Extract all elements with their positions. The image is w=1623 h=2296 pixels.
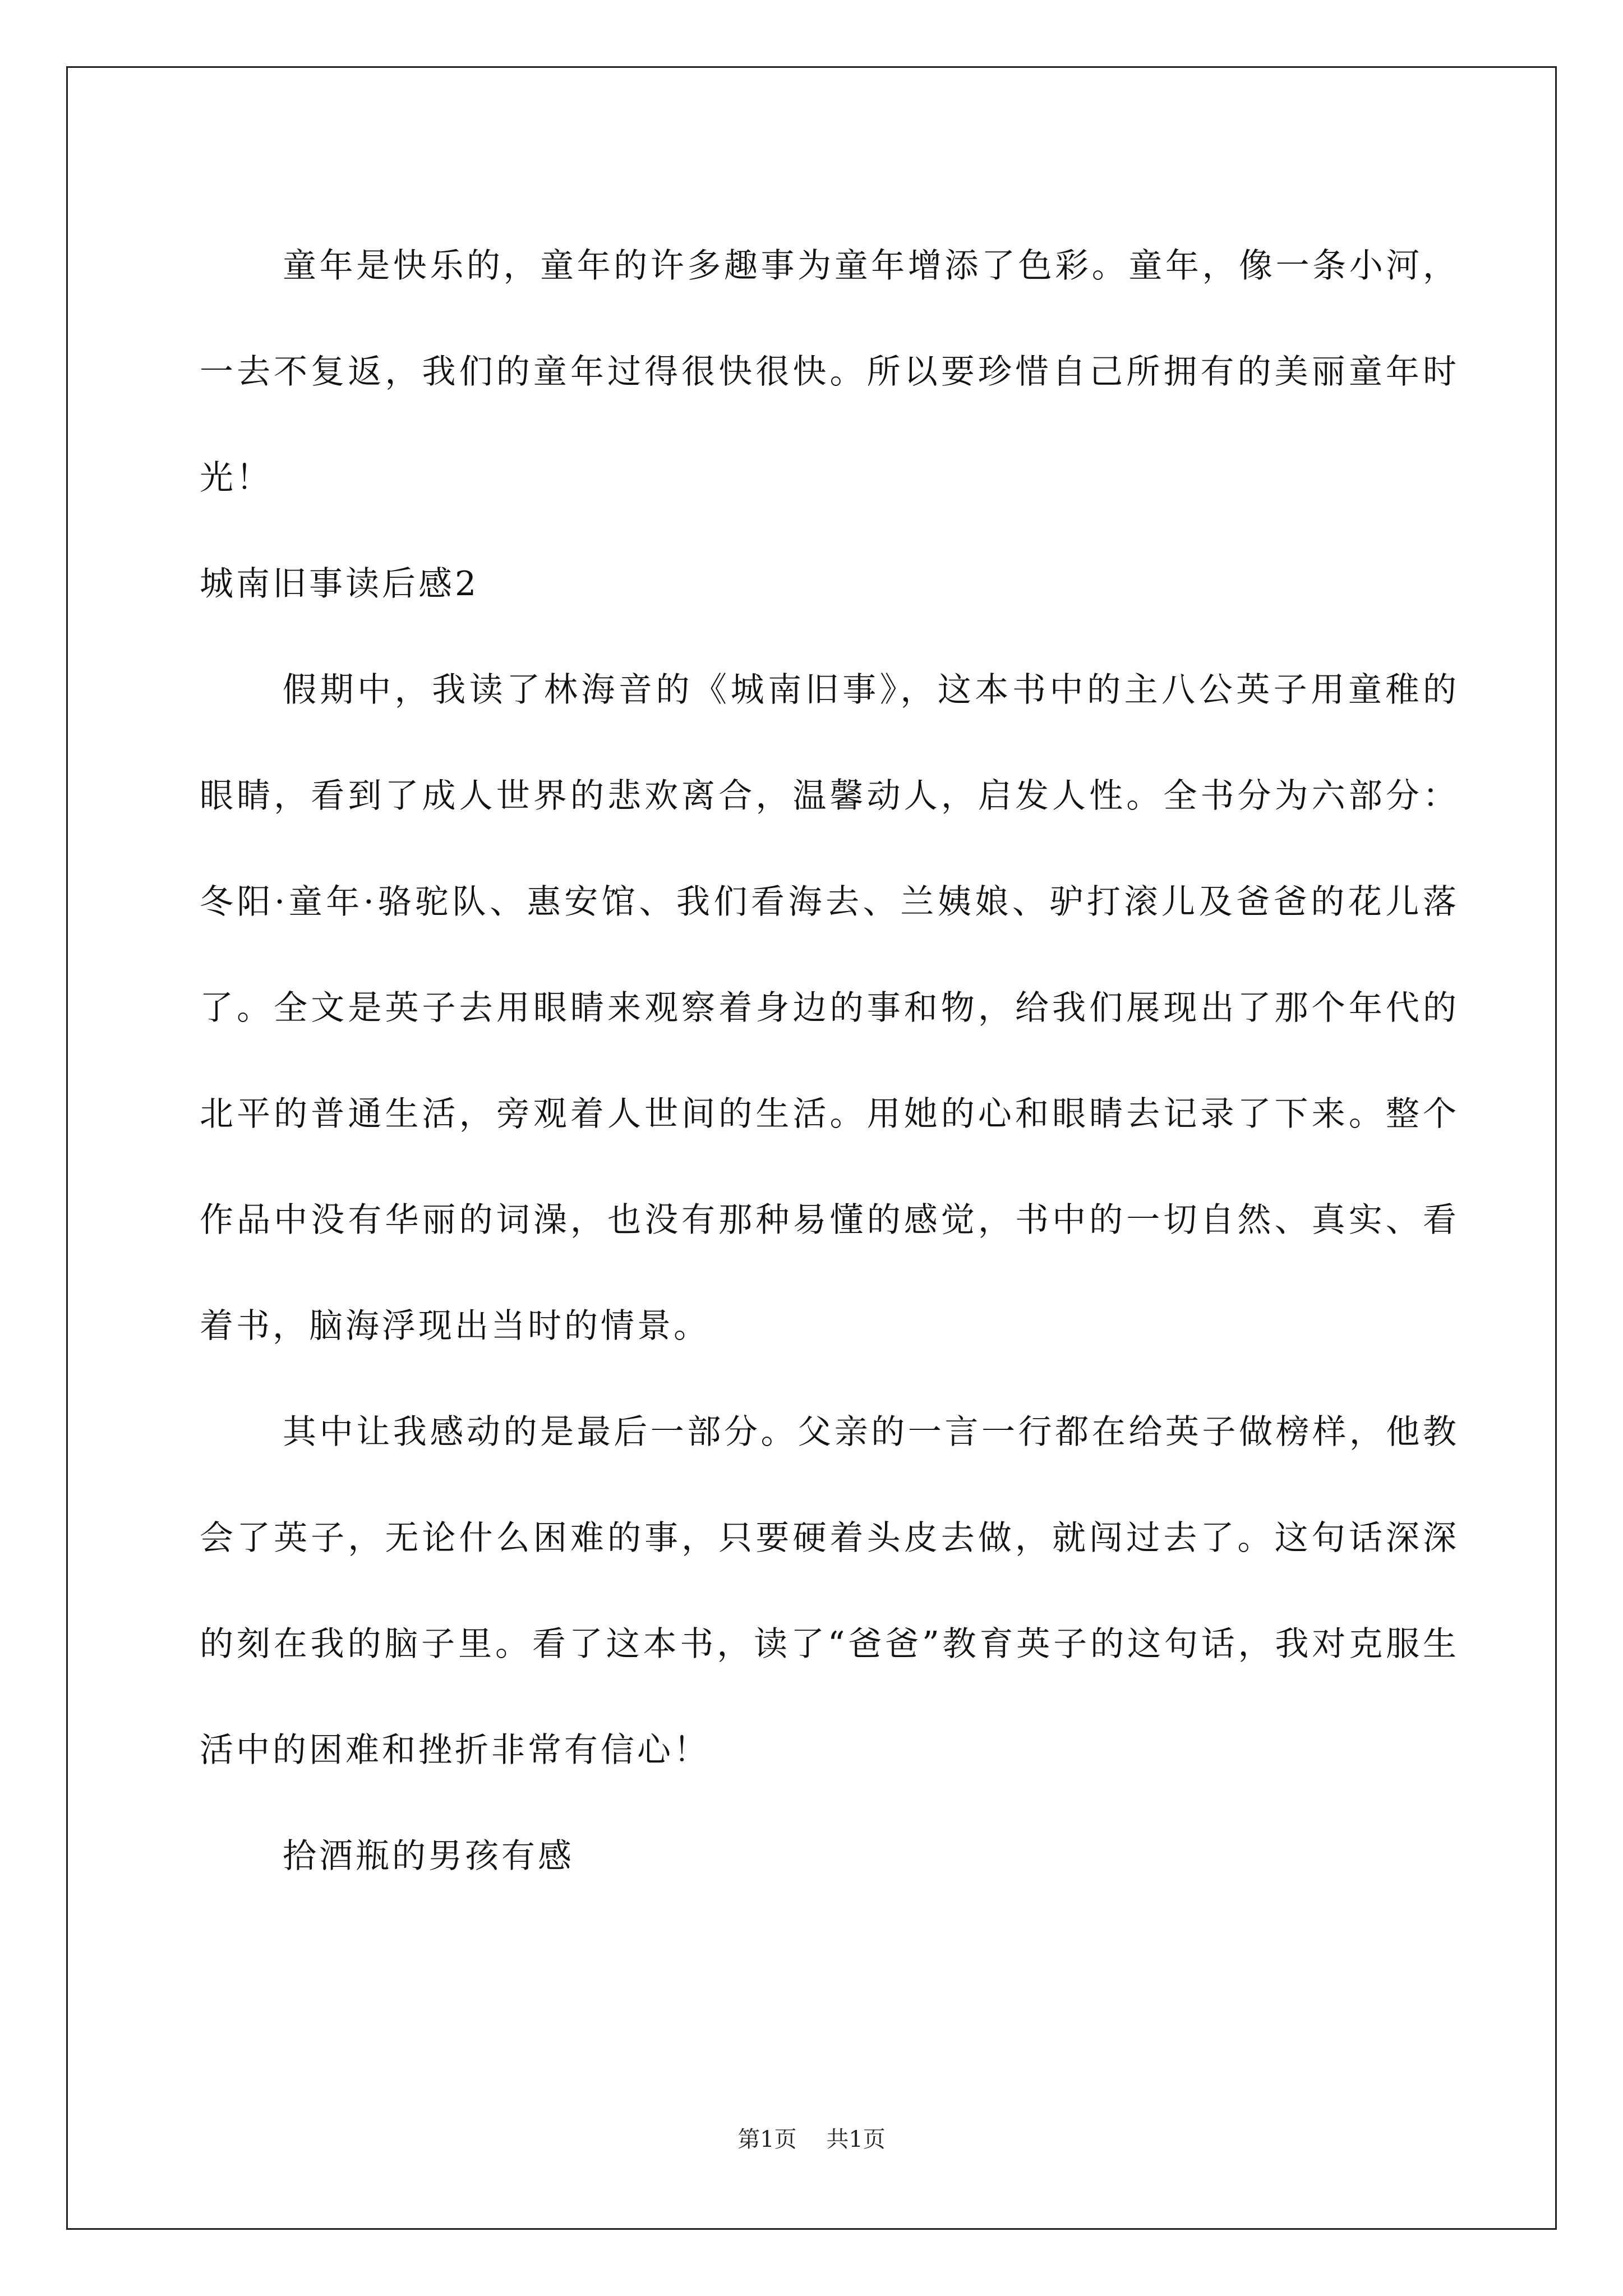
paragraph: 假期中，我读了林海音的《城南旧事》，这本书中的主八公英子用童稚的眼睛，看到了成人世界的悲欢离合，温馨动人，启发人性。全书分为六部分：冬阳·童年·骆驼队、惠安馆、我们看海去、兰姨娘、驴打滚儿及爸爸的花儿落了。全文是英子去用眼睛来观察着身边的事和物，给我们展现出了那个年代的北平的普通生活，旁观着人世间的生活。用她的心和眼睛去记录了下来。整个作品中没有华丽的词澡，也没有那种易懂的感觉，书中的一切自然、真实、看着书，脑海浮现出当时的情景。: [200, 670, 1459, 1346]
paragraph: 其中让我感动的是最后一部分。父亲的一言一行都在给英子做榜样，他教会了英子，无论什么困难的事，只要硬着头皮去做，就闯过去了。这句话深深的刻在我的脑子里。看了这本书，读了“爸爸”教育英子的这句话，我对克服生活中的困难和挫折非常有信心！: [200, 1412, 1459, 1770]
document-body: [200, 213, 1459, 1910]
section-heading: 城南旧事读后感2: [200, 564, 479, 604]
page-footer: [0, 2123, 1623, 2156]
paragraph: 童年是快乐的，童年的许多趣事为童年增添了色彩。童年，像一条小河，一去不复返，我们的童年过得很快很快。所以要珍惜自己所拥有的美丽童年时光！: [200, 246, 1459, 498]
page-total: 共1页: [826, 2127, 886, 2152]
section-heading: 拾酒瓶的男孩有感: [283, 1837, 574, 1876]
page-number: 第1页: [737, 2127, 797, 2152]
